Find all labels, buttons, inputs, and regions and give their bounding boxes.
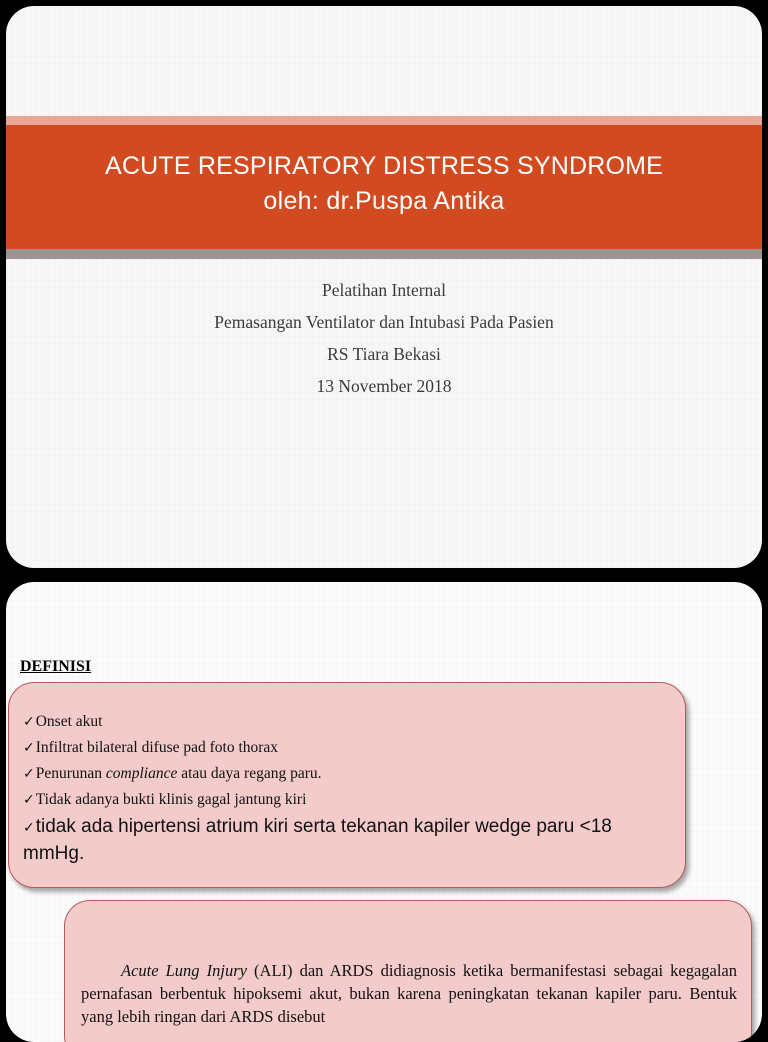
criteria-list <box>23 709 675 867</box>
ali-description-box <box>64 900 752 1042</box>
ali-description-text: (ALI) dan ARDS didiagnosis ketika bermanifestasi sebagai kegagalan pernafasan berbentuk hipoksemi akut, bukan karena peningkatan tekanan kapiler paru. Bentuk yang lebih ringan dari ARDS disebut <box>81 961 737 1026</box>
criteria-text: Infiltrat bilateral difuse pad foto thorax <box>35 739 279 756</box>
presentation-title: ACUTE RESPIRATORY DISTRESS SYNDROME <box>104 152 664 180</box>
criteria-item <box>23 761 675 787</box>
criteria-item <box>23 709 675 735</box>
check-mark-icon: ✓ <box>23 766 35 782</box>
event-info-line: Pelatihan Internal <box>322 280 446 300</box>
criteria-item <box>23 735 675 761</box>
criteria-text: Penurunan <box>35 765 106 782</box>
event-info-line: Pemasangan Ventilator dan Intubasi Pada Pasien <box>214 312 554 332</box>
presenter-line: oleh: dr.Puspa Antika <box>263 187 505 215</box>
event-info-line: RS Tiara Bekasi <box>327 344 441 364</box>
title-band-accent-top <box>6 116 762 125</box>
criteria-text: Tidak adanya bukti klinis gagal jantung kiri <box>35 791 307 808</box>
criteria-text: tidak ada hipertensi atrium kiri serta tekanan kapiler wedge paru <18 mmHg. <box>23 816 612 864</box>
event-info <box>6 274 762 402</box>
section-heading: DEFINISI <box>20 658 92 675</box>
criteria-box <box>8 682 686 888</box>
ali-term: Acute Lung Injury <box>121 961 247 980</box>
check-mark-icon: ✓ <box>23 740 35 756</box>
definition-slide <box>6 582 762 1042</box>
check-mark-icon: ✓ <box>23 714 35 730</box>
criteria-text: Onset akut <box>35 713 103 730</box>
ali-description <box>81 959 737 1028</box>
title-band <box>6 125 762 249</box>
criteria-text-suffix: atau daya regang paru. <box>177 765 322 782</box>
check-mark-icon: ✓ <box>23 820 35 836</box>
title-band-accent-bottom <box>6 249 762 259</box>
event-info-line: 13 November 2018 <box>316 376 452 396</box>
criteria-item <box>23 814 675 867</box>
check-mark-icon: ✓ <box>23 792 35 808</box>
criteria-emphasis: compliance <box>105 765 178 782</box>
title-slide <box>6 6 762 568</box>
criteria-item <box>23 787 675 813</box>
